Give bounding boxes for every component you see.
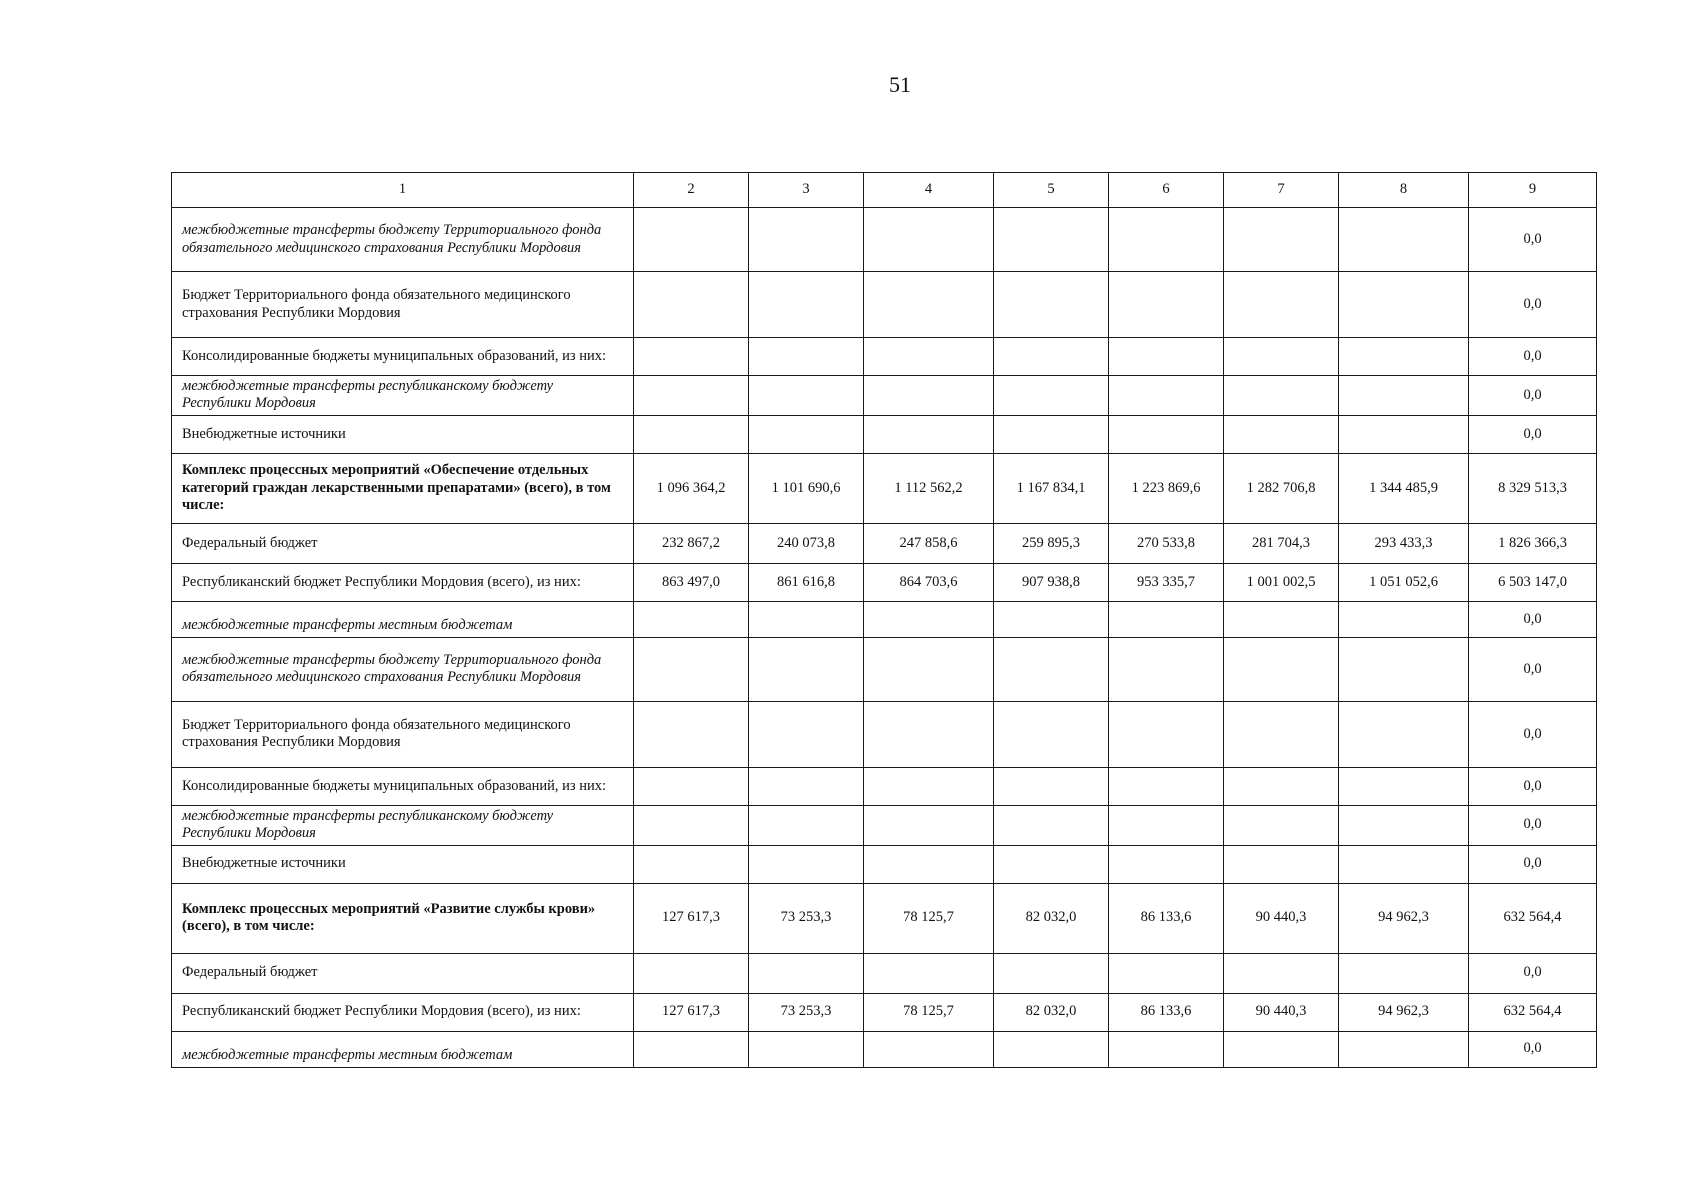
value-cell: 0,0 — [1469, 701, 1597, 767]
header-cell: 8 — [1339, 173, 1469, 208]
header-cell: 2 — [634, 173, 749, 208]
value-cell — [1109, 1031, 1224, 1067]
value-cell — [1224, 1031, 1339, 1067]
row-label: межбюджетные трансферты республиканскому бюджету Республики Мордовия — [172, 805, 634, 845]
value-cell: 1 344 485,9 — [1339, 453, 1469, 523]
value-cell — [1224, 208, 1339, 272]
value-cell: 632 564,4 — [1469, 993, 1597, 1031]
row-label: межбюджетные трансферты бюджету Территориального фонда обязательного медицинского страхования Республики Мордовия — [172, 208, 634, 272]
value-cell — [1224, 338, 1339, 376]
value-cell — [634, 845, 749, 883]
value-cell — [1224, 805, 1339, 845]
table-row — [172, 601, 1597, 637]
value-cell — [1224, 601, 1339, 637]
value-cell: 0,0 — [1469, 338, 1597, 376]
value-cell — [1339, 376, 1469, 416]
table-row — [172, 953, 1597, 993]
value-cell — [994, 601, 1109, 637]
value-cell — [1224, 701, 1339, 767]
table-row — [172, 1031, 1597, 1067]
row-label: Комплекс процессных мероприятий «Развитие службы крови» (всего), в том числе: — [172, 883, 634, 953]
value-cell — [634, 601, 749, 637]
value-cell: 632 564,4 — [1469, 883, 1597, 953]
value-cell — [864, 338, 994, 376]
header-cell: 4 — [864, 173, 994, 208]
row-label: Внебюджетные источники — [172, 845, 634, 883]
page-number: 51 — [889, 72, 911, 97]
table-row — [172, 637, 1597, 701]
value-cell: 86 133,6 — [1109, 883, 1224, 953]
value-cell — [864, 272, 994, 338]
value-cell — [994, 272, 1109, 338]
value-cell: 8 329 513,3 — [1469, 453, 1597, 523]
value-cell — [634, 338, 749, 376]
table-row — [172, 376, 1597, 416]
value-cell — [1224, 376, 1339, 416]
table-row — [172, 563, 1597, 601]
value-cell — [1109, 845, 1224, 883]
value-cell: 0,0 — [1469, 845, 1597, 883]
value-cell — [634, 208, 749, 272]
value-cell — [1339, 953, 1469, 993]
value-cell: 94 962,3 — [1339, 883, 1469, 953]
value-cell: 0,0 — [1469, 601, 1597, 637]
value-cell: 82 032,0 — [994, 883, 1109, 953]
value-cell — [749, 601, 864, 637]
row-label: Республиканский бюджет Республики Мордовия (всего), из них: — [172, 563, 634, 601]
value-cell — [994, 953, 1109, 993]
value-cell — [864, 1031, 994, 1067]
value-cell — [1224, 415, 1339, 453]
row-label: межбюджетные трансферты местным бюджетам — [172, 601, 634, 637]
row-label: межбюджетные трансферты республиканскому бюджету Республики Мордовия — [172, 376, 634, 416]
value-cell — [749, 637, 864, 701]
value-cell — [1339, 415, 1469, 453]
value-cell: 0,0 — [1469, 767, 1597, 805]
value-cell: 247 858,6 — [864, 523, 994, 563]
value-cell — [994, 415, 1109, 453]
value-cell: 0,0 — [1469, 376, 1597, 416]
table-row — [172, 883, 1597, 953]
value-cell — [994, 376, 1109, 416]
value-cell — [864, 767, 994, 805]
value-cell — [864, 701, 994, 767]
value-cell — [1224, 767, 1339, 805]
row-label: Федеральный бюджет — [172, 953, 634, 993]
value-cell — [1109, 338, 1224, 376]
value-cell: 127 617,3 — [634, 883, 749, 953]
value-cell: 1 051 052,6 — [1339, 563, 1469, 601]
table-row — [172, 272, 1597, 338]
value-cell — [634, 415, 749, 453]
value-cell: 1 223 869,6 — [1109, 453, 1224, 523]
value-cell: 293 433,3 — [1339, 523, 1469, 563]
value-cell — [749, 953, 864, 993]
value-cell — [634, 376, 749, 416]
value-cell: 0,0 — [1469, 272, 1597, 338]
value-cell — [1224, 637, 1339, 701]
value-cell — [1339, 637, 1469, 701]
table-row — [172, 767, 1597, 805]
value-cell — [1109, 637, 1224, 701]
budget-table-body — [172, 173, 1597, 1068]
value-cell — [1109, 601, 1224, 637]
value-cell: 94 962,3 — [1339, 993, 1469, 1031]
value-cell — [749, 208, 864, 272]
row-label: Консолидированные бюджеты муниципальных образований, из них: — [172, 767, 634, 805]
value-cell: 1 101 690,6 — [749, 453, 864, 523]
value-cell — [994, 338, 1109, 376]
value-cell — [1224, 845, 1339, 883]
header-cell: 9 — [1469, 173, 1597, 208]
value-cell — [1109, 767, 1224, 805]
value-cell — [1339, 701, 1469, 767]
value-cell: 232 867,2 — [634, 523, 749, 563]
row-label: межбюджетные трансферты местным бюджетам — [172, 1031, 634, 1067]
value-cell — [749, 338, 864, 376]
header-cell: 6 — [1109, 173, 1224, 208]
value-cell — [634, 953, 749, 993]
row-label: Внебюджетные источники — [172, 415, 634, 453]
value-cell — [864, 376, 994, 416]
value-cell: 82 032,0 — [994, 993, 1109, 1031]
header-cell: 5 — [994, 173, 1109, 208]
value-cell — [994, 845, 1109, 883]
value-cell: 1 096 364,2 — [634, 453, 749, 523]
value-cell: 907 938,8 — [994, 563, 1109, 601]
value-cell — [1339, 845, 1469, 883]
table-header-row — [172, 173, 1597, 208]
value-cell: 861 616,8 — [749, 563, 864, 601]
value-cell: 90 440,3 — [1224, 993, 1339, 1031]
value-cell: 0,0 — [1469, 637, 1597, 701]
value-cell — [634, 272, 749, 338]
value-cell — [749, 845, 864, 883]
value-cell — [994, 701, 1109, 767]
value-cell — [1339, 767, 1469, 805]
value-cell — [1339, 338, 1469, 376]
row-label: Федеральный бюджет — [172, 523, 634, 563]
value-cell — [864, 953, 994, 993]
value-cell — [634, 767, 749, 805]
value-cell: 0,0 — [1469, 208, 1597, 272]
value-cell — [749, 701, 864, 767]
value-cell — [864, 805, 994, 845]
value-cell — [864, 601, 994, 637]
value-cell — [1109, 415, 1224, 453]
value-cell — [749, 415, 864, 453]
row-label: Республиканский бюджет Республики Мордовия (всего), из них: — [172, 993, 634, 1031]
header-cell: 7 — [1224, 173, 1339, 208]
value-cell — [994, 767, 1109, 805]
value-cell — [864, 845, 994, 883]
value-cell — [1109, 376, 1224, 416]
table-row — [172, 993, 1597, 1031]
value-cell — [1339, 601, 1469, 637]
value-cell — [749, 376, 864, 416]
table-row — [172, 523, 1597, 563]
value-cell — [634, 637, 749, 701]
value-cell — [994, 805, 1109, 845]
value-cell — [1224, 272, 1339, 338]
value-cell — [634, 701, 749, 767]
value-cell — [864, 415, 994, 453]
table-row — [172, 701, 1597, 767]
value-cell — [1109, 953, 1224, 993]
budget-table — [171, 172, 1597, 1068]
value-cell: 270 533,8 — [1109, 523, 1224, 563]
value-cell: 0,0 — [1469, 415, 1597, 453]
value-cell — [1339, 208, 1469, 272]
value-cell: 90 440,3 — [1224, 883, 1339, 953]
value-cell: 1 282 706,8 — [1224, 453, 1339, 523]
value-cell: 864 703,6 — [864, 563, 994, 601]
value-cell — [1339, 805, 1469, 845]
table-row — [172, 208, 1597, 272]
value-cell: 863 497,0 — [634, 563, 749, 601]
value-cell: 281 704,3 — [1224, 523, 1339, 563]
value-cell: 78 125,7 — [864, 993, 994, 1031]
value-cell: 1 112 562,2 — [864, 453, 994, 523]
value-cell: 0,0 — [1469, 805, 1597, 845]
value-cell: 0,0 — [1469, 953, 1597, 993]
value-cell: 6 503 147,0 — [1469, 563, 1597, 601]
value-cell — [1109, 272, 1224, 338]
value-cell: 240 073,8 — [749, 523, 864, 563]
value-cell — [994, 637, 1109, 701]
row-label: Консолидированные бюджеты муниципальных образований, из них: — [172, 338, 634, 376]
row-label: Комплекс процессных мероприятий «Обеспечение отдельных категорий граждан лекарственными препаратами» (всего), в том числе: — [172, 453, 634, 523]
value-cell — [1109, 701, 1224, 767]
value-cell — [749, 272, 864, 338]
value-cell: 78 125,7 — [864, 883, 994, 953]
value-cell: 0,0 — [1469, 1031, 1597, 1067]
value-cell — [1109, 805, 1224, 845]
value-cell — [749, 1031, 864, 1067]
row-label: межбюджетные трансферты бюджету Территориального фонда обязательного медицинского страхования Республики Мордовия — [172, 637, 634, 701]
row-label: Бюджет Территориального фонда обязательного медицинского страхования Республики Мордовия — [172, 701, 634, 767]
value-cell: 86 133,6 — [1109, 993, 1224, 1031]
value-cell — [1339, 1031, 1469, 1067]
header-cell: 3 — [749, 173, 864, 208]
value-cell — [749, 805, 864, 845]
table-row — [172, 338, 1597, 376]
value-cell: 73 253,3 — [749, 993, 864, 1031]
value-cell — [994, 1031, 1109, 1067]
row-label: Бюджет Территориального фонда обязательного медицинского страхования Республики Мордовия — [172, 272, 634, 338]
header-cell: 1 — [172, 173, 634, 208]
value-cell: 73 253,3 — [749, 883, 864, 953]
value-cell — [749, 767, 864, 805]
value-cell — [864, 208, 994, 272]
value-cell — [864, 637, 994, 701]
value-cell — [634, 805, 749, 845]
table-row — [172, 453, 1597, 523]
value-cell: 953 335,7 — [1109, 563, 1224, 601]
value-cell — [994, 208, 1109, 272]
table-row — [172, 415, 1597, 453]
value-cell: 1 826 366,3 — [1469, 523, 1597, 563]
table-row — [172, 845, 1597, 883]
value-cell — [634, 1031, 749, 1067]
value-cell — [1109, 208, 1224, 272]
value-cell: 1 167 834,1 — [994, 453, 1109, 523]
value-cell: 1 001 002,5 — [1224, 563, 1339, 601]
table-row — [172, 805, 1597, 845]
value-cell: 127 617,3 — [634, 993, 749, 1031]
value-cell — [1224, 953, 1339, 993]
value-cell: 259 895,3 — [994, 523, 1109, 563]
value-cell — [1339, 272, 1469, 338]
